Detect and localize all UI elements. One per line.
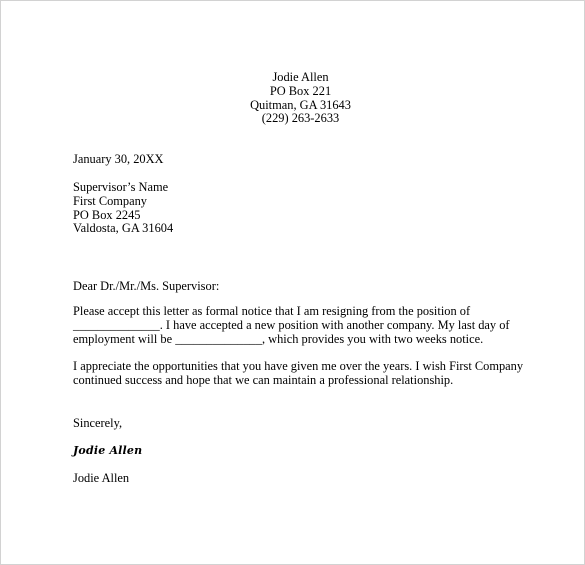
body-paragraph-appreciation xyxy=(73,360,533,388)
recipient-address-block xyxy=(73,181,173,236)
sender-name: Jodie Allen xyxy=(272,70,329,84)
printed-name: Jodie Allen xyxy=(73,471,130,485)
sender-phone: (229) 263-2633 xyxy=(261,111,340,126)
recipient-city-state-zip: Valdosta, GA 31604 xyxy=(73,221,174,236)
salutation: Dear Dr./Mr./Ms. Supervisor: xyxy=(73,279,220,293)
letter-date: January 30, 20XX xyxy=(73,152,164,166)
sender-city-state-zip: Quitman, GA 31643 xyxy=(250,97,351,112)
handwritten-signature: Jodie Allen xyxy=(73,444,143,457)
recipient-po-box: PO Box 2245 xyxy=(73,207,141,222)
paragraph-line: I appreciate the opportunities that you have given me over the years. I wish First Company xyxy=(73,359,524,373)
sender-address-block xyxy=(1,71,585,126)
paragraph-line: ______________. I have accepted a new position with another company. My last day of xyxy=(73,317,510,332)
closing: Sincerely, xyxy=(73,416,123,430)
paragraph-line: continued success and hope that we can maintain a professional relationship. xyxy=(73,372,454,387)
recipient-company: First Company xyxy=(73,193,148,208)
body-paragraph-resignation xyxy=(73,305,533,346)
paragraph-line: Please accept this letter as formal notice that I am resigning from the position of xyxy=(73,304,471,318)
sender-po-box: PO Box 221 xyxy=(269,83,332,98)
paragraph-line: employment will be ______________, which provides you with two weeks notice. xyxy=(73,331,484,346)
recipient-title: Supervisor’s Name xyxy=(73,180,169,194)
